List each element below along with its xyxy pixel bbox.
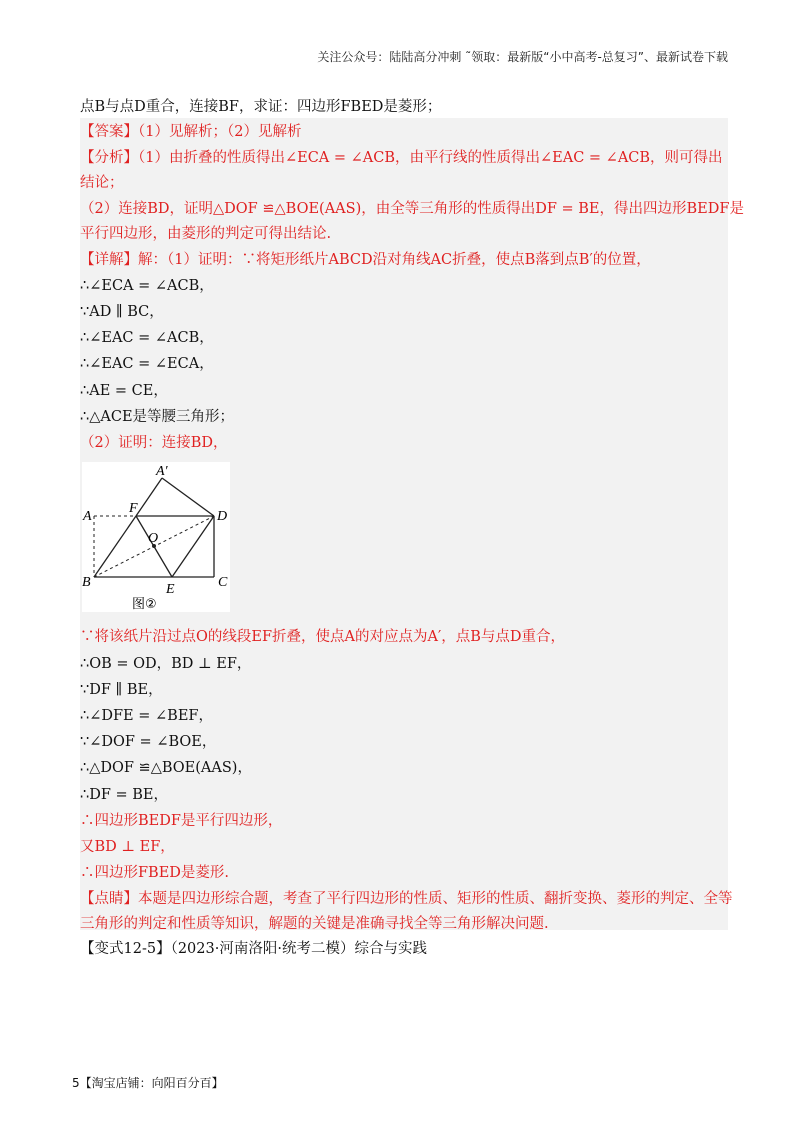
step-t6: ∴△DOF ≌△BOE(AAS)， xyxy=(80,760,252,776)
page-footer: 5【淘宝店铺：向阳百分百】 xyxy=(72,1076,224,1090)
step-t8: ∴四边形BEDF是平行四边形， xyxy=(80,813,283,829)
label-c: C xyxy=(218,575,228,590)
step-t4: ∴∠DFE = ∠BEF， xyxy=(80,708,213,724)
comment-line-1: 【点睛】本题是四边形综合题，考查了平行四边形的性质、矩形的性质、翻折变换、菱形的判定、全等 xyxy=(80,891,733,907)
figure-caption: 图② xyxy=(132,597,157,612)
step-t9: 又BD ⊥ EF， xyxy=(80,839,175,855)
edge-ed xyxy=(172,516,214,577)
edge-bf xyxy=(94,516,136,577)
label-a-prime: A′ xyxy=(156,464,168,479)
label-a: A xyxy=(83,509,92,524)
label-o: O xyxy=(148,531,159,546)
step-1: ∴∠ECA = ∠ACB， xyxy=(80,278,214,294)
variant-heading xyxy=(80,938,427,960)
answer-line: 【答案】（1）见解析；（2）见解析 xyxy=(80,124,302,140)
step-t1: ∵将该纸片沿过点O的线段EF折叠，使点A的对应点为A′，点B与点D重合， xyxy=(80,629,566,645)
edge-fa-prime xyxy=(136,478,162,516)
variant-text: 【变式12-5】（2023·河南洛阳·统考二模）综合与实践 xyxy=(80,941,427,957)
analysis-line-2b: 平行四边形，由菱形的判定可得出结论. xyxy=(80,226,332,242)
page-header: 关注公众号：陆陆高分冲刺 ˜领取：最新版“小中高考-总复习”、最新试卷下载 xyxy=(317,50,728,64)
analysis-line-2: （2）连接BD，证明△DOF ≌△BOE(AAS)，由全等三角形的性质得出DF = BE，得出四边形BEDF是 xyxy=(80,201,744,217)
step-t2: ∴OB = OD，BD ⊥ EF， xyxy=(80,656,252,672)
step-t3: ∵DF ∥ BE， xyxy=(80,682,163,698)
edge-a-prime-d xyxy=(162,478,214,516)
analysis-line-1b: 结论； xyxy=(80,175,124,191)
step-7: （2）证明：连接BD， xyxy=(80,435,228,451)
step-3: ∴∠EAC = ∠ACB， xyxy=(80,330,214,346)
figure-svg xyxy=(82,462,230,612)
detail-line: 【详解】解：（1）证明：∵将矩形纸片ABCD沿对角线AC折叠，使点B落到点B′的位置， xyxy=(80,252,651,268)
question-line: 点B与点D重合，连接BF，求证：四边形FBED是菱形； xyxy=(80,99,442,115)
label-f: F xyxy=(129,501,138,516)
comment-line-2: 三角形的判定和性质等知识，解题的关键是准确寻找全等三角形解决问题. xyxy=(80,916,549,932)
step-5: ∴AE = CE， xyxy=(80,383,168,399)
step-t5: ∵∠DOF = ∠BOE， xyxy=(80,734,217,750)
step-2: ∵AD ∥ BC， xyxy=(80,304,164,320)
step-t10: ∴四边形FBED是菱形. xyxy=(80,865,230,881)
geometry-figure xyxy=(82,462,230,612)
label-d: D xyxy=(217,509,228,524)
step-t7: ∴DF = BE， xyxy=(80,787,169,803)
step-4: ∴∠EAC = ∠ECA， xyxy=(80,356,214,372)
analysis-line-1: 【分析】（1）由折叠的性质得出∠ECA = ∠ACB，由平行线的性质得出∠EAC = ∠ACB，则可得出 xyxy=(80,150,723,166)
label-e: E xyxy=(166,582,175,597)
label-b: B xyxy=(82,575,91,590)
step-6: ∴△ACE是等腰三角形； xyxy=(80,409,235,425)
